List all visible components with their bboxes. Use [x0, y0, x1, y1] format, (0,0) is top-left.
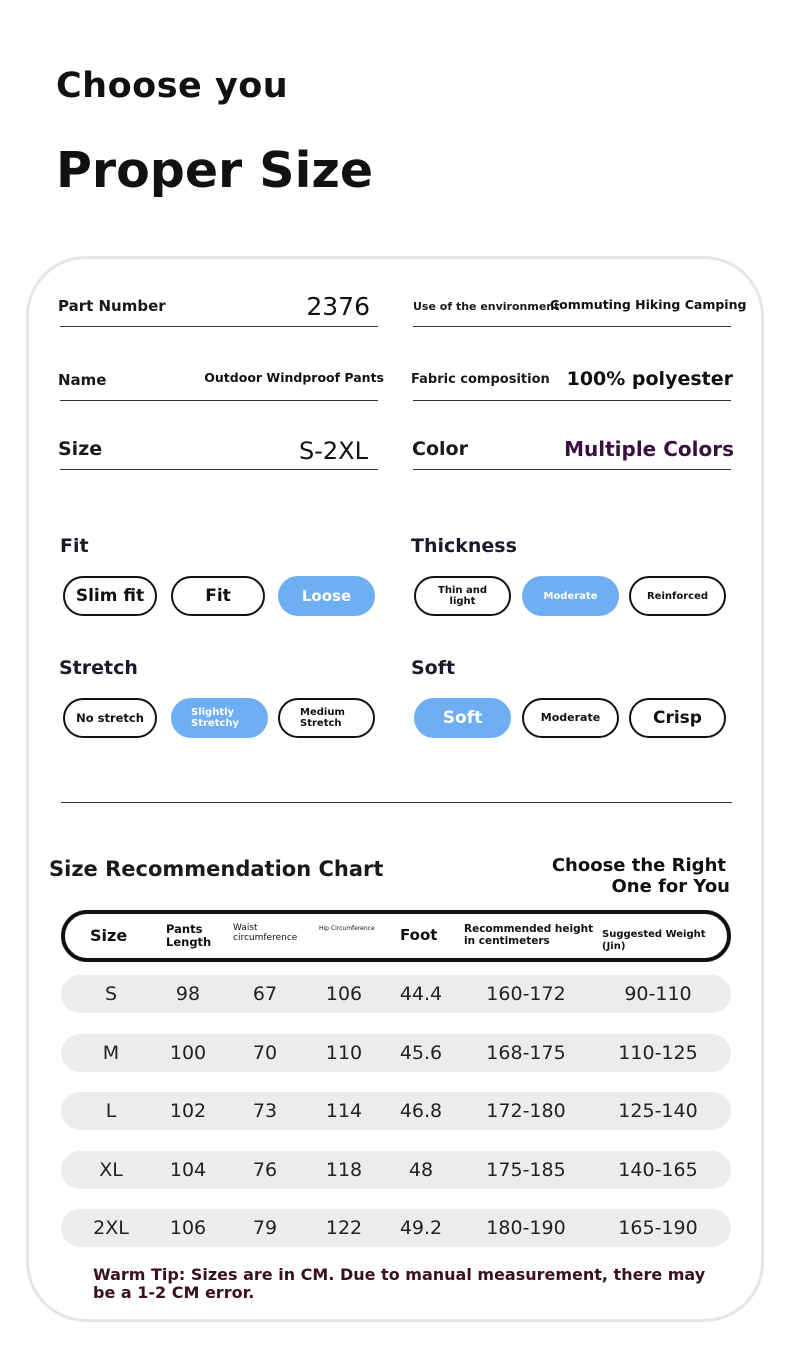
table-row: [61, 1209, 731, 1247]
cell-foot: 49.2: [399, 1217, 443, 1239]
warm-tip: Warm Tip: Sizes are in CM. Due to manual measurement, there may be a 1-2 CM error.: [93, 1265, 706, 1302]
name-value: Outdoor Windproof Pants: [204, 370, 384, 385]
section-divider: [61, 802, 732, 803]
fit-option-fit[interactable]: Fit: [171, 576, 265, 616]
table-row: [61, 1092, 731, 1130]
cell-waist: 70: [252, 1042, 278, 1064]
cell-waist: 76: [252, 1159, 278, 1181]
soft-title: Soft: [411, 657, 456, 679]
size-value: S-2XL: [299, 437, 368, 465]
fit-title: Fit: [60, 535, 89, 557]
cell-weight: 125-140: [618, 1100, 698, 1122]
size-chart-subtitle: [540, 855, 730, 897]
cell-size: S: [104, 983, 118, 1005]
cell-weight: 90-110: [624, 983, 692, 1005]
fit-option-loose[interactable]: Loose: [278, 576, 375, 616]
part-number-value: 2376: [306, 292, 370, 321]
header-height: Recommended height in centimeters: [464, 923, 594, 948]
size-table-header: [61, 910, 731, 962]
thickness-option-reinforced[interactable]: Reinforced: [629, 576, 726, 616]
thickness-title: Thickness: [411, 535, 517, 557]
cell-height: 172-180: [486, 1100, 566, 1122]
cell-height: 160-172: [486, 983, 566, 1005]
cell-weight: 165-190: [618, 1217, 698, 1239]
table-row: [61, 1151, 731, 1189]
cell-hip: 122: [325, 1217, 363, 1239]
stretch-option-medium[interactable]: Medium Stretch: [278, 698, 375, 738]
divider: [413, 400, 731, 401]
cell-foot: 46.8: [399, 1100, 443, 1122]
divider: [60, 400, 378, 401]
table-row: [61, 975, 731, 1013]
heading-choose-you: Choose you: [56, 66, 289, 106]
cell-height: 168-175: [486, 1042, 566, 1064]
cell-pants-length: 100: [169, 1042, 207, 1064]
header-size: Size: [90, 926, 128, 945]
cell-pants-length: 104: [169, 1159, 207, 1181]
cell-foot: 48: [408, 1159, 434, 1181]
cell-waist: 73: [252, 1100, 278, 1122]
divider: [60, 469, 378, 470]
stretch-title: Stretch: [59, 657, 138, 679]
fabric-value: 100% polyester: [566, 368, 733, 390]
color-value: Multiple Colors: [564, 437, 734, 461]
header-foot: Foot: [400, 926, 438, 944]
cell-hip: 114: [325, 1100, 363, 1122]
header-pants-length: Pants Length: [166, 922, 212, 950]
divider: [413, 469, 731, 470]
soft-option-crisp[interactable]: Crisp: [629, 698, 726, 738]
header-weight: Suggested Weight (Jin): [602, 929, 706, 952]
header-hip: Hip Circumference: [319, 925, 375, 932]
size-label: Size: [58, 438, 103, 460]
cell-hip: 106: [325, 983, 363, 1005]
stretch-option-none[interactable]: No stretch: [63, 698, 157, 738]
fit-option-slim[interactable]: Slim fit: [63, 576, 157, 616]
fabric-label: Fabric composition: [411, 372, 550, 387]
thickness-option-thin[interactable]: Thin and light: [414, 576, 511, 616]
size-chart-subtitle-line1: Choose the Right: [551, 855, 726, 876]
soft-option-moderate[interactable]: Moderate: [522, 698, 619, 738]
cell-foot: 44.4: [399, 983, 443, 1005]
header-waist: Waist circumference: [233, 923, 298, 944]
divider: [413, 326, 731, 327]
cell-size: XL: [99, 1159, 123, 1181]
size-chart-subtitle-line2: One for You: [611, 876, 730, 897]
cell-hip: 110: [325, 1042, 363, 1064]
divider: [60, 326, 378, 327]
environment-label: Use of the environment: [413, 300, 560, 313]
cell-weight: 140-165: [618, 1159, 698, 1181]
cell-height: 180-190: [486, 1217, 566, 1239]
cell-size: M: [102, 1042, 120, 1064]
environment-value: Commuting Hiking Camping: [550, 297, 747, 312]
thickness-option-moderate[interactable]: Moderate: [522, 576, 619, 616]
part-number-label: Part Number: [58, 297, 166, 315]
cell-foot: 45.6: [399, 1042, 443, 1064]
heading-proper-size: Proper Size: [56, 142, 374, 199]
table-row: [61, 1034, 731, 1072]
cell-pants-length: 106: [169, 1217, 207, 1239]
size-chart-title: Size Recommendation Chart: [49, 857, 384, 881]
cell-size: L: [105, 1100, 117, 1122]
cell-waist: 67: [252, 983, 278, 1005]
cell-height: 175-185: [486, 1159, 566, 1181]
stretch-option-slightly[interactable]: Slightly Stretchy: [171, 698, 268, 738]
name-label: Name: [58, 371, 107, 389]
cell-pants-length: 102: [169, 1100, 207, 1122]
cell-weight: 110-125: [618, 1042, 698, 1064]
color-label: Color: [412, 438, 468, 460]
cell-size: 2XL: [93, 1217, 129, 1239]
cell-pants-length: 98: [175, 983, 201, 1005]
cell-waist: 79: [252, 1217, 278, 1239]
cell-hip: 118: [325, 1159, 363, 1181]
soft-option-soft[interactable]: Soft: [414, 698, 511, 738]
